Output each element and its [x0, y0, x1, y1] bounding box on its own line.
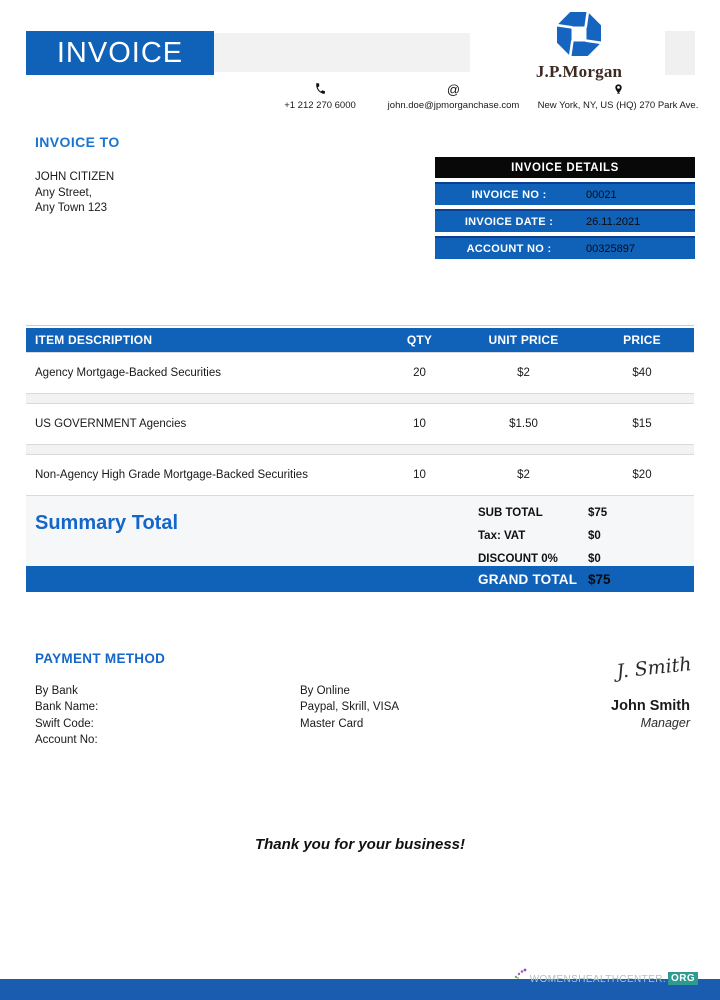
footer-site-logo: [514, 967, 698, 985]
items-table: [26, 325, 694, 592]
summary-label: DISCOUNT 0%: [478, 552, 558, 565]
detail-row-account-no: [435, 236, 695, 259]
detail-value: 00325897: [586, 242, 635, 255]
table-body: [26, 352, 694, 496]
summary-value: $75: [588, 506, 608, 519]
contact-address: [534, 82, 702, 111]
cell-price: $40: [632, 367, 652, 379]
summary-value: $0: [588, 529, 601, 542]
signatory-title: Manager: [640, 716, 690, 730]
signatory-name: John Smith: [611, 698, 690, 714]
summary-section: [26, 496, 694, 566]
chase-octagon-icon: [557, 43, 601, 60]
brand-wordmark: J.P.Morgan: [535, 62, 623, 81]
client-address-block: [35, 170, 114, 217]
cell-description: Agency Mortgage-Backed Securities: [35, 367, 222, 379]
email-address: john.doe@jpmorganchase.com: [387, 100, 520, 111]
payment-method-heading: PAYMENT METHOD: [35, 651, 166, 666]
cell-qty: 10: [413, 418, 426, 430]
client-name: JOHN CITIZEN: [35, 171, 115, 183]
summary-subtotal: [478, 504, 607, 521]
summary-heading: Summary Total: [35, 512, 178, 534]
payment-line: Paypal, Skrill, VISA: [300, 701, 400, 714]
payment-line: Swift Code:: [35, 717, 94, 730]
detail-value: 26.11.2021: [586, 215, 641, 228]
payment-line: By Online: [300, 685, 350, 697]
header-price: PRICE: [623, 333, 661, 347]
summary-value: $0: [588, 552, 601, 565]
dots-logo-icon: [514, 967, 528, 985]
detail-value: 00021: [586, 188, 617, 201]
signature-script: J. Smith: [615, 653, 693, 683]
detail-label: INVOICE NO :: [471, 188, 547, 201]
header-item-description: ITEM DESCRIPTION: [35, 333, 153, 347]
client-address-line1: Any Street,: [35, 186, 92, 199]
invoice-details-heading: INVOICE DETAILS: [435, 157, 695, 178]
payment-by-bank: [35, 683, 98, 748]
cell-unit-price: $1.50: [509, 418, 538, 430]
cell-qty: 10: [413, 469, 426, 481]
phone-number: +1 212 270 6000: [284, 100, 356, 111]
summary-label: Tax: VAT: [478, 529, 526, 542]
detail-row-invoice-date: [435, 209, 695, 232]
cell-unit-price: $2: [517, 469, 530, 481]
location-pin-icon: [534, 82, 702, 97]
street-address: New York, NY, US (HQ) 270 Park Ave.: [537, 100, 699, 111]
summary-tax: [478, 527, 607, 544]
detail-label: ACCOUNT NO :: [466, 242, 552, 255]
header-gray-band: [214, 33, 470, 72]
cell-description: US GOVERNMENT Agencies: [35, 418, 187, 430]
detail-row-invoice-no: [435, 182, 695, 205]
cell-description: Non-Agency High Grade Mortgage-Backed Securities: [35, 469, 308, 481]
summary-label: SUB TOTAL: [478, 506, 543, 519]
cell-unit-price: $2: [517, 367, 530, 379]
cell-qty: 20: [413, 367, 426, 379]
summary-discount: [478, 550, 607, 567]
detail-label: INVOICE DATE :: [464, 215, 554, 228]
header-gray-box: [665, 31, 695, 75]
header-qty: QTY: [406, 333, 433, 347]
invoice-to-heading: INVOICE TO: [35, 134, 120, 150]
table-top-divider: [26, 325, 694, 326]
at-icon: @: [446, 82, 461, 97]
brand-logo: [533, 12, 625, 82]
table-row: [26, 454, 694, 496]
cell-price: $15: [632, 418, 652, 430]
summary-lines: [478, 504, 607, 573]
table-header-row: [26, 328, 694, 352]
table-row: [26, 403, 694, 445]
payment-by-online: [300, 683, 399, 732]
footer-site-name: WOMENSHEALTHCENTER.: [529, 974, 667, 985]
contact-phone: [250, 82, 390, 111]
grand-total-value: $75: [588, 571, 611, 587]
contact-email: [376, 82, 531, 111]
footer-site-suffix: ORG: [668, 972, 698, 985]
payment-line: Master Card: [300, 717, 364, 730]
table-row: [26, 352, 694, 394]
cell-price: $20: [632, 469, 652, 481]
grand-total-label: GRAND TOTAL: [478, 571, 578, 587]
header-unit-price: UNIT PRICE: [488, 333, 559, 347]
payment-line: Account No:: [35, 733, 98, 746]
page-title: INVOICE: [56, 36, 184, 69]
client-address-line2: Any Town 123: [35, 202, 108, 214]
invoice-details-box: [435, 157, 695, 259]
thank-you-message: Thank you for your business!: [254, 836, 466, 853]
phone-icon: [250, 82, 390, 97]
payment-line: By Bank: [35, 685, 78, 697]
payment-line: Bank Name:: [35, 701, 99, 714]
invoice-title-banner: [26, 31, 214, 75]
